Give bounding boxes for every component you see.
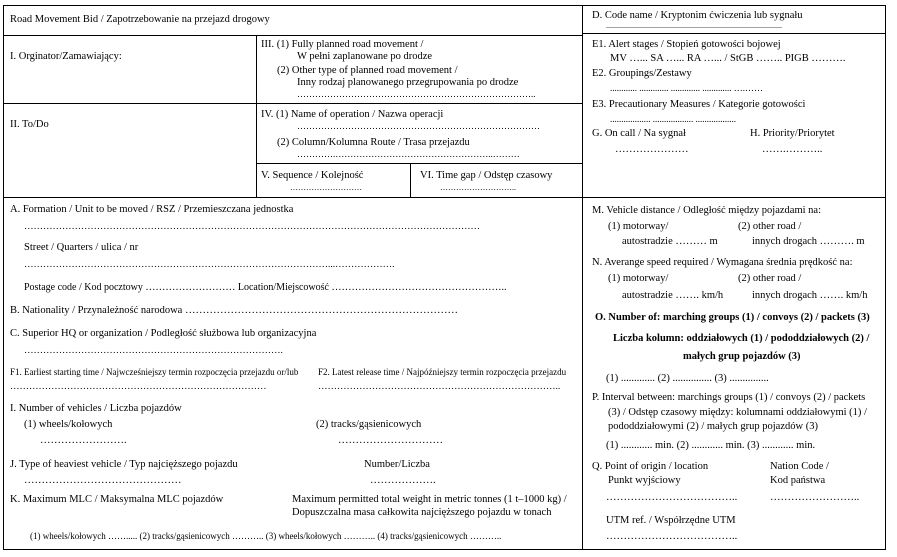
- utm-label: UTM ref. / Współrzędne UTM: [606, 515, 736, 526]
- f1-label: F1. Earliest starting time / Najwcześniejszy termin rozpoczęcia przejazdu or/lub: [10, 367, 299, 377]
- d-code-label: D. Code name / Kryptonim ćwiczenia lub sygnału: [592, 10, 803, 21]
- k-max-line-2: Dopuszczalna masa całkowita najcięższego pojazdu w tonach: [292, 507, 552, 518]
- i-wheels-field[interactable]: …………………….: [40, 435, 127, 446]
- k-values-line[interactable]: (1) wheels/kołowych ……..... (2) tracks/gąsienicowych ……….. (3) wheels/kołowych ……….. (4) tracks/gąsienicowych ………..: [30, 531, 502, 541]
- border-left: [3, 5, 4, 550]
- iii-line-3: (2) Other type of planned road movement /: [277, 65, 458, 76]
- n-label: N. Averange speed required / Wymagana średnia prędkość na:: [592, 257, 853, 268]
- center-divider: [582, 5, 583, 550]
- v-label: V. Sequence / Kolejność: [261, 170, 364, 181]
- e1-values[interactable]: MV …... SA …... RA …... / StGB …….. PIGB ……….: [610, 53, 846, 64]
- p-line-3: pododdziałowymi (2) / małych grup pojazdów (3): [608, 421, 818, 432]
- divider-i-ii: [3, 103, 583, 104]
- utm-field[interactable]: ………………………………..: [606, 531, 738, 542]
- g-field[interactable]: …………………: [615, 144, 689, 155]
- e3-label: E3. Precautionary Measures / Kategorie gotowości: [592, 99, 806, 110]
- street-label: Street / Quarters / ulica / nr: [24, 242, 139, 253]
- m-motorway-label: (1) motorway/: [608, 221, 669, 232]
- postage-line[interactable]: Postage code / Kod pocztowy ……………………… Location/Miejscowość ……………………………………………..: [24, 282, 507, 293]
- j-number-label: Number/Liczba: [364, 459, 430, 470]
- to-label: II. To/Do: [10, 119, 49, 130]
- divider-v-vi: [410, 163, 411, 198]
- n-motorway-label: (1) motorway/: [608, 273, 669, 284]
- divider-below-title: [3, 35, 583, 36]
- iii-field[interactable]: ……………………………………………………………………..: [297, 89, 536, 99]
- f2-field[interactable]: …………………………………………………………………..: [318, 382, 561, 392]
- f1-field[interactable]: ………………………………………………………………………: [10, 382, 267, 392]
- m-other-field[interactable]: innych drogach ………. m: [752, 236, 865, 247]
- g-label: G. On call / Na sygnał: [592, 128, 686, 139]
- o-line-1: O. Number of: marching groups (1) / convoys (2) / packets (3): [595, 312, 870, 323]
- m-label: M. Vehicle distance / Odległość między pojazdami na:: [592, 205, 821, 216]
- divider-top-left-mid: [256, 35, 257, 198]
- q-field[interactable]: ………………………………..: [606, 492, 738, 503]
- orginator-label: I. Orginator/Zamawiający:: [10, 51, 122, 62]
- street-field[interactable]: ……………………………………………………………………………………...……………….: [24, 260, 395, 270]
- iii-line-4: Inny rodzaj planowanego przegrupowania po drodze: [297, 77, 519, 88]
- form-title: Road Movement Bid / Zapotrzebowanie na przejazd drogowy: [10, 14, 270, 25]
- i-wheels-label: (1) wheels/kołowych: [24, 419, 113, 430]
- b-line[interactable]: B. Nationality / Przynależność narodowa ……………………………………………………………………: [10, 305, 458, 316]
- k-max-line-1: Maximum permitted total weight in metric tonnes (1 t–1000 kg) /: [292, 494, 567, 505]
- o-values[interactable]: (1) ............. (2) ............... (3) ...............: [606, 373, 769, 384]
- border-top: [3, 5, 886, 6]
- q-label: Q. Point of origin / location: [592, 461, 709, 472]
- iii-line-1: III. (1) Fully planned road movement /: [261, 39, 424, 50]
- iii-line-2: W pełni zaplanowane po drodze: [297, 51, 433, 62]
- i-tracks-field[interactable]: …………………………: [338, 435, 443, 446]
- k-label: K. Maximum MLC / Maksymalna MLC pojazdów: [10, 494, 224, 505]
- i-label: I. Number of vehicles / Liczba pojazdów: [10, 403, 182, 414]
- vi-field[interactable]: ………………………..: [440, 183, 516, 192]
- h-label: H. Priority/Priorytet: [750, 128, 835, 139]
- h-field[interactable]: …….………..: [762, 144, 823, 155]
- o-line-2: Liczba kolumn: oddziałowych (1) / pododdziałowych (2) /: [613, 333, 870, 344]
- nation-label: Nation Code /: [770, 461, 829, 472]
- divider-above-a: [3, 197, 886, 198]
- nation-field[interactable]: ……………………..: [770, 492, 860, 503]
- iv-route-field[interactable]: ………….……………………………………………..………: [297, 149, 520, 159]
- p-line-2: (3) / Odstęp czasowy między: kolumnami oddziałowymi (1) /: [608, 407, 867, 418]
- v-field[interactable]: ………………………: [290, 183, 362, 192]
- c-field[interactable]: ……………………………………………………………………….: [24, 346, 283, 356]
- o-line-3: małych grup pojazdów (3): [683, 351, 801, 362]
- border-bottom: [3, 549, 886, 550]
- f2-label: F2. Latest release time / Najpóźniejszy termin rozpoczęcia przejazdu: [318, 367, 567, 377]
- p-line-1: P. Interval between: marchings groups (1) / convoys (2) / packets: [592, 392, 866, 403]
- p-values[interactable]: (1) ............ min. (2) ............ min. (3) ............ min.: [606, 440, 816, 451]
- nation-sub-label: Kod państwa: [770, 475, 826, 486]
- border-right: [885, 5, 886, 550]
- n-motorway-field[interactable]: autostradzie ……. km/h: [622, 290, 724, 301]
- e3-fields[interactable]: .................. .................. ..................: [610, 114, 736, 124]
- a-field[interactable]: ………………………………………………………………………………………………………………………………: [24, 222, 480, 232]
- vi-label: VI. Time gap / Odstęp czasowy: [420, 170, 553, 181]
- n-other-field[interactable]: innych drogach ……. km/h: [752, 290, 868, 301]
- q-sub-label: Punkt wyjściowy: [608, 475, 681, 486]
- a-label: A. Formation / Unit to be moved / RSZ / Przemieszczana jednostka: [10, 204, 294, 215]
- i-tracks-label: (2) tracks/gąsienicowych: [316, 419, 422, 430]
- e2-label: E2. Groupings/Zestawy: [592, 68, 692, 79]
- m-motorway-field[interactable]: autostradzie ……… m: [622, 236, 718, 247]
- d-code-field[interactable]: ........................................................................................: [606, 21, 782, 30]
- j-number-field[interactable]: ……………….: [370, 475, 436, 486]
- c-label: C. Superior HQ or organization / Podległość służbowa lub organizacyjna: [10, 328, 317, 339]
- divider-below-d: [583, 33, 886, 34]
- divider-above-v: [256, 163, 583, 164]
- e2-fields[interactable]: ............ ............. ............. ............. ….……: [610, 83, 763, 93]
- j-label: J. Type of heaviest vehicle / Typ najcięższego pojazdu: [10, 459, 238, 470]
- e1-label: E1. Alert stages / Stopień gotowości bojowej: [592, 39, 781, 50]
- iv-name-field[interactable]: ………………………………………………………………………: [297, 121, 540, 131]
- m-other-label: (2) other road /: [738, 221, 802, 232]
- iv-line-3: (2) Column/Kolumna Route / Trasa przejazdu: [277, 137, 470, 148]
- j-field[interactable]: ………………………………………: [24, 475, 182, 486]
- n-other-label: (2) other road /: [738, 273, 802, 284]
- iv-line-1: IV. (1) Name of operation / Nazwa operacji: [261, 109, 444, 120]
